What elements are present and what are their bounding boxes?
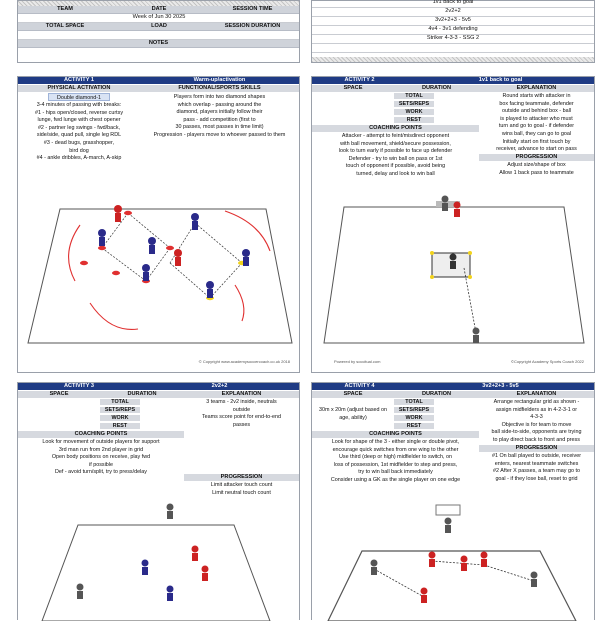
work-label: WORK xyxy=(100,415,140,422)
grid-outline xyxy=(328,551,576,621)
functional-notes: Players form into two diamond shapes which overlap - passing around the diamond, players initially follow their pass - add competition (first to 30 passes, most passes in time limit) Progression - players move to whoever passed to them xyxy=(153,94,286,138)
explanation-text: 3 teams - 2v2 inside, neutrals outside Teams score point for end-to-end passes xyxy=(201,399,282,428)
activity-1-panel xyxy=(17,76,300,373)
agenda-panel xyxy=(311,0,595,63)
activity-3-panel xyxy=(17,382,300,620)
explanation-header: EXPLANATION xyxy=(479,85,594,92)
rest-label: REST xyxy=(394,117,434,124)
pitch-outline xyxy=(42,525,270,621)
activity-1-title: ACTIVITY 1 xyxy=(18,77,140,84)
explanation-header: EXPLANATION xyxy=(184,391,299,398)
activity-4-name: 3v2+2+3 - 5v5 xyxy=(407,383,594,390)
sets-reps-label: SETS/REPS xyxy=(100,407,140,414)
agenda-item: 2v2+2 xyxy=(445,8,461,14)
explanation-text: Arrange rectangular grid as shown - assign midfielders as in 4-2-3-1 or 4-3-3 Objective is for team to move ball side-to-side, opponents are trying to play direct back to front and press xyxy=(491,399,582,443)
total-label: TOTAL xyxy=(394,399,434,406)
space-header: SPACE xyxy=(312,391,394,398)
rest-label: REST xyxy=(394,423,434,430)
coaching-points-header: COACHING POINTS xyxy=(312,125,479,132)
space-header: SPACE xyxy=(312,85,394,92)
sets-reps-label: SETS/REPS xyxy=(394,407,434,414)
notes-field[interactable] xyxy=(18,48,299,62)
coaching-points-header: COACHING POINTS xyxy=(312,431,479,438)
activity-1-diagram xyxy=(20,193,297,369)
total-label: TOTAL xyxy=(100,399,140,406)
load-label: LOAD xyxy=(112,23,206,31)
notes-label: NOTES xyxy=(18,40,299,48)
activation-notes: 3-4 minutes of passing with breaks: #1 - hips open/closed, reverse curtsy lunge, fwd lunge with chest opener #2 - partner leg swings - fwd/back, side/side, quad pull, single leg RDL #3 - dead bugs, grasshopper, bird dog #4 - ankle dribbles, A-march, A-skip xyxy=(34,102,124,162)
coaching-points-header: COACHING POINTS xyxy=(18,431,184,438)
coaching-points: Attacker - attempt to feint/misdirect opponent with ball movement, shield/secure possession, look to turn early if possible to face up defender Defender - try to win ball on pass or 1st touch of opponent if possible, avoid being turned, delay and look to win ball xyxy=(338,133,453,177)
functional-skills-header: FUNCTIONAL/SPORTS SKILLS xyxy=(140,85,299,92)
date-value[interactable]: Week of Jun 30 2025 xyxy=(132,14,186,20)
progression-text: #1 On ball played to outside, receiver enters, nearest teammate switches #2 After X passes, a team may go to goal - if they lose ball, reset to grid xyxy=(492,453,581,482)
activity-3-title: ACTIVITY 3 xyxy=(18,383,140,390)
progression-header: PROGRESSION xyxy=(479,445,594,452)
goal xyxy=(436,505,460,515)
sets-reps-label: SETS/REPS xyxy=(394,101,434,108)
activity-4-diagram xyxy=(314,499,593,621)
diagram-credit: © Copyright www.academysoccercoach.co.uk 2018 xyxy=(198,359,290,364)
duration-header: DURATION xyxy=(100,391,184,398)
warmup-selector[interactable]: Double diamond-1 xyxy=(48,93,110,101)
activity-2-diagram xyxy=(314,193,593,369)
diagram-credit-left: Powered by soccitual.com xyxy=(334,359,381,364)
coaching-points: Look for movement of outside players for support 3rd man run from 2nd player in grid Open body positions on receive, play fwd if possible Def - avoid turn/split, try to press/delay xyxy=(42,439,160,476)
space-value[interactable]: 30m x 20m (adjust based on age, ability) xyxy=(318,407,388,421)
space-header: SPACE xyxy=(18,391,100,398)
activity-3-diagram xyxy=(20,499,297,621)
agenda-item: 3v2+2+3 - 5v5 xyxy=(435,17,471,23)
activity-4-panel xyxy=(311,382,595,620)
duration-header: DURATION xyxy=(394,85,479,92)
activity-2-name: 1v1 back to goal xyxy=(407,77,594,84)
agenda-item: Striker 4-3-3 - SSG 2 xyxy=(426,35,480,41)
pitch-outline xyxy=(28,209,292,343)
activity-2-panel xyxy=(311,76,595,373)
total-label: TOTAL xyxy=(394,93,434,100)
progression-header: PROGRESSION xyxy=(479,154,594,161)
progression-header: PROGRESSION xyxy=(184,474,299,481)
activity-3-name: 2v2+2 xyxy=(140,383,299,390)
explanation-text: Round starts with attacker in box facing teammate, defender outside and behind box - ball is played to attacker who must turn and go to goal - if defender wins ball, they can go to goal Initially start on first touch by receiver, advance to start on pass xyxy=(496,93,577,153)
activity-1-name: Warm-up/activation xyxy=(140,77,299,84)
diagram-credit-right: ©Copyright Academy Sports Coach 2022 xyxy=(511,359,584,364)
work-label: WORK xyxy=(394,415,434,422)
progression-text: Limit attacker touch count Limit neutral touch count xyxy=(210,482,273,496)
date-label: DATE xyxy=(112,6,206,14)
agenda-item: 4v4 - 3v1 defending xyxy=(428,26,478,32)
agenda-item: 1v1 back to goal xyxy=(432,0,474,5)
progression-text: Adjust size/shape of box Allow 1 back pass to teammate xyxy=(499,162,574,176)
duration-header: DURATION xyxy=(394,391,479,398)
physical-activation-header: PHYSICAL ACTIVATION xyxy=(18,85,140,92)
coaching-points: Look for shape of the 3 - either single or double pivot, encourage quick switches from one wing to the other Use third (deep or high) midfielder to switch, on loss of possession, 1st midfielder to step and press, try to win ball back immediately Consider using a GK as the single player on one edge xyxy=(330,439,461,483)
session-duration-label: SESSION DURATION xyxy=(206,23,299,31)
session-info-panel xyxy=(17,0,300,63)
rest-label: REST xyxy=(100,423,140,430)
activity-4-title: ACTIVITY 4 xyxy=(312,383,407,390)
work-label: WORK xyxy=(394,109,434,116)
explanation-header: EXPLANATION xyxy=(479,391,594,398)
session-time-label: SESSION TIME xyxy=(206,6,299,14)
total-space-label: TOTAL SPACE xyxy=(18,23,112,31)
team-label: TEAM xyxy=(18,6,112,14)
activity-2-title: ACTIVITY 2 xyxy=(312,77,407,84)
